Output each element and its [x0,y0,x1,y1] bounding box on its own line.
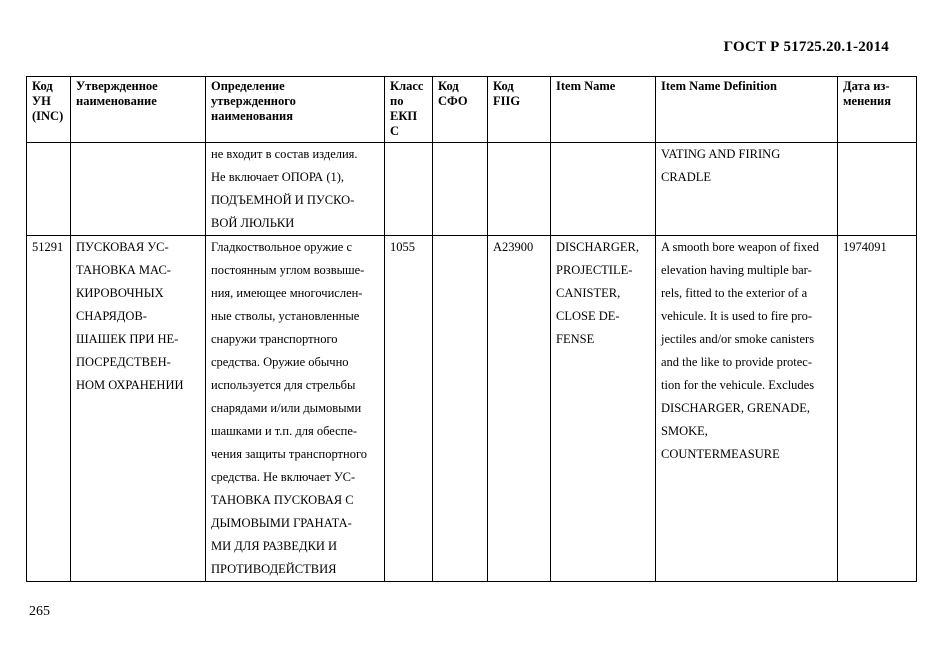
text-line: (INC) [32,109,64,123]
text-line: VATING AND FIRING [661,147,781,161]
text-line: elevation having multiple bar- [661,263,812,277]
text-line: Утвержденное [76,79,158,93]
text-line: Item Name Definition [661,79,777,93]
text-line: ЕКП [390,109,418,123]
table-row-continuation [27,143,917,236]
text-line: НОМ ОХРАНЕНИИ [76,378,184,392]
text-line: FENSE [556,332,595,346]
text-line: менения [843,94,891,108]
text-line: снарядами и/или дымовыми [211,401,362,415]
text-line: Определение [211,79,285,93]
text-line: Код [32,79,53,93]
col-header-sfo [433,77,488,143]
cell-class [385,143,433,236]
text-line: COUNTERMEASURE [661,447,780,461]
col-header-definition [206,77,385,143]
text-line: С [390,124,400,138]
text-line: DISCHARGER, [556,240,639,254]
cell-name [71,236,206,582]
col-header-item-name [551,77,656,143]
col-header-class [385,77,433,143]
text-line: Дата из- [843,79,890,93]
cell-sfo [433,236,488,582]
col-header-name [71,77,206,143]
text-line: используется для стрельбы [211,378,356,392]
text-line: снаружи транспортного [211,332,338,346]
text-line: СФО [438,94,468,108]
cell-definition [206,236,385,582]
text-line: шашками и т.п. для обеспе- [211,424,358,438]
table-row [27,236,917,582]
cell-inc [27,236,71,582]
text-line: FIIG [493,94,521,108]
cell-fiig [488,143,551,236]
class-code: 1055 [390,240,415,254]
text-line: постоянным углом возвыше- [211,263,365,277]
cell-class [385,236,433,582]
text-line: по [390,94,404,108]
text-line: ВОЙ ЛЮЛЬКИ [211,216,295,230]
change-date: 1974091 [843,240,887,254]
col-header-date [838,77,917,143]
text-line: ния, имеющее многочислен- [211,286,363,300]
cell-item-name [551,236,656,582]
text-line: jectiles and/or smoke canisters [661,332,815,346]
text-line: КИРОВОЧНЫХ [76,286,164,300]
text-line: не входит в состав изделия. [211,147,358,161]
text-line: чения защиты транспортного [211,447,368,461]
text-line: Item Name [556,79,616,93]
text-line: ПОДЪЕМНОЙ И ПУСКО- [211,193,355,207]
text-line: утвержденного [211,94,296,108]
cell-date [838,143,917,236]
text-line: SMOKE, [661,424,708,438]
text-line: ТАНОВКА МАС- [76,263,171,277]
text-line: средства. Оружие обычно [211,355,349,369]
text-line: ПУСКОВАЯ УС- [76,240,169,254]
text-line: PROJECTILE- [556,263,633,277]
document-header: ГОСТ Р 51725.20.1-2014 [723,39,889,55]
text-line: vehicule. It is used to fire pro- [661,309,812,323]
cell-sfo [433,143,488,236]
inc-code: 51291 [32,240,64,254]
cell-item-def [656,236,838,582]
inc-table [26,76,917,582]
text-line: ТАНОВКА ПУСКОВАЯ С [211,493,354,507]
text-line: Класс [390,79,424,93]
text-line: and the like to provide protec- [661,355,812,369]
col-header-item-def [656,77,838,143]
fiig-code: A23900 [493,240,534,254]
text-line: CRADLE [661,170,711,184]
text-line: Код [438,79,459,93]
cell-definition [206,143,385,236]
text-line: наименование [76,94,157,108]
col-header-fiig [488,77,551,143]
text-line: Код [493,79,514,93]
text-line: Гладкоствольное оружие с [211,240,353,254]
page-number: 265 [29,604,50,619]
text-line: наименования [211,109,294,123]
text-line: Не включает ОПОРА (1), [211,170,345,184]
text-line: ПОСРЕДСТВЕН- [76,355,171,369]
text-line: tion for the vehicule. Excludes [661,378,815,392]
text-line: DISCHARGER, GRENADE, [661,401,810,415]
text-line: CANISTER, [556,286,621,300]
text-line: средства. Не включает УС- [211,470,356,484]
cell-date [838,236,917,582]
text-line: УН [32,94,51,108]
cell-name [71,143,206,236]
cell-inc [27,143,71,236]
cell-fiig [488,236,551,582]
text-line: МИ ДЛЯ РАЗВЕДКИ И [211,539,338,553]
text-line: ные стволы, установленные [211,309,360,323]
cell-item-def [656,143,838,236]
text-line: ПРОТИВОДЕЙСТВИЯ [211,562,337,576]
col-header-inc [27,77,71,143]
text-line: СНАРЯДОВ- [76,309,147,323]
cell-item-name [551,143,656,236]
text-line: CLOSE DE- [556,309,620,323]
text-line: A smooth bore weapon of fixed [661,240,819,254]
text-line: ДЫМОВЫМИ ГРАНАТА- [211,516,352,530]
text-line: rels, fitted to the exterior of a [661,286,808,300]
text-line: ШАШЕК ПРИ НЕ- [76,332,179,346]
table-header-row [27,77,917,143]
